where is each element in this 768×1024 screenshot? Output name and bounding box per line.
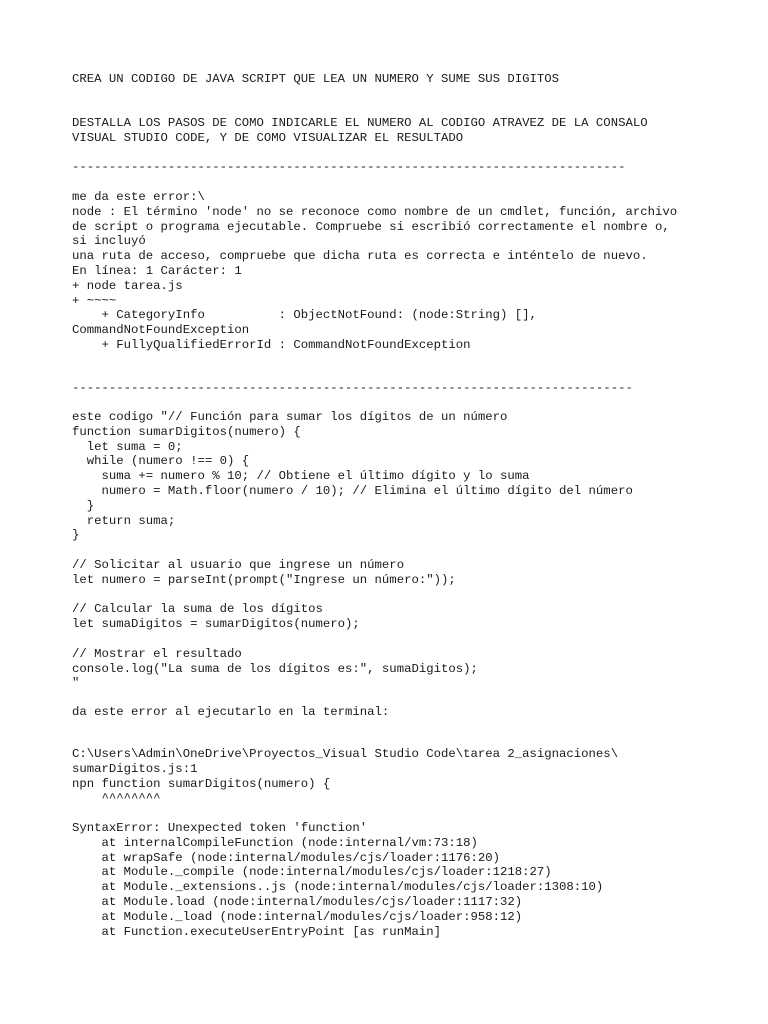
error-report-block: me da este error:\ node : El término 'node' no se reconoce como nombre de un cmdlet, función, archivo de script o programa ejecutable. Compruebe si escribió correctamente el nombre o, si incluyó una ruta de acceso, compruebe que dicha ruta es correcta e inténtelo de nuevo. En línea: 1 Carácter: 1 + node tarea.js + ~~~~ + CategoryInfo : ObjectNotFound: (node:String) [], CommandNotFoundException + FullyQualifiedErrorId : CommandNotFoundException <box>72 190 678 352</box>
error-stack-trace: C:\Users\Admin\OneDrive\Proyectos_Visual Studio Code\tarea 2_asignaciones\ sumarDigitos.js:1 npn function sumarDigitos(numero) { ^^^^^^^^ SyntaxError: Unexpected token 'function' at internalCompileFunction (node:internal/vm:73:18) at wrapSafe (node:internal/modules/cjs/loader:1176:20) at Module._compile (node:internal/modules/cjs/loader:1218:27) at Module._extensions..js (node:internal/modules/cjs/loader:1308:10) at Module.load (node:internal/modules/cjs/loader:1117:32) at Module._load (node:internal/modules/cjs/loader:958:12) at Function.executeUserEntryPoint [as runMain] <box>72 747 619 939</box>
error-intro: da este error al ejecutarlo en la terminal: <box>72 705 390 719</box>
instructions-paragraph: DESTALLA LOS PASOS DE COMO INDICARLE EL NUMERO AL CODIGO ATRAVEZ DE LA CONSALO VISUAL STUDIO CODE, Y DE COMO VISUALIZAR EL RESULTADO <box>72 116 648 145</box>
code-listing: este codigo "// Función para sumar los dígitos de un número function sumarDigitos(numero) { let suma = 0; while (numero !== 0) { suma += numero % 10; // Obtiene el último dígito y lo suma numero = Math.floor(numero / 10); // Elimina el último dígito del número } return suma; } // Solicitar al usuario que ingrese un número let numero = parseInt(prompt("Ingrese un número:")); // Calcular la suma de los dígitos let sumaDigitos = sumarDigitos(numero); // Mostrar el resultado console.log("La suma de los dígitos es:", sumaDigitos); " <box>72 410 633 691</box>
separator-line: ---------------------------------------------------------------------------- <box>72 381 633 395</box>
document-title: CREA UN CODIGO DE JAVA SCRIPT QUE LEA UN NUMERO Y SUME SUS DIGITOS <box>72 72 560 86</box>
separator-line: --------------------------------------------------------------------------- <box>72 160 626 174</box>
